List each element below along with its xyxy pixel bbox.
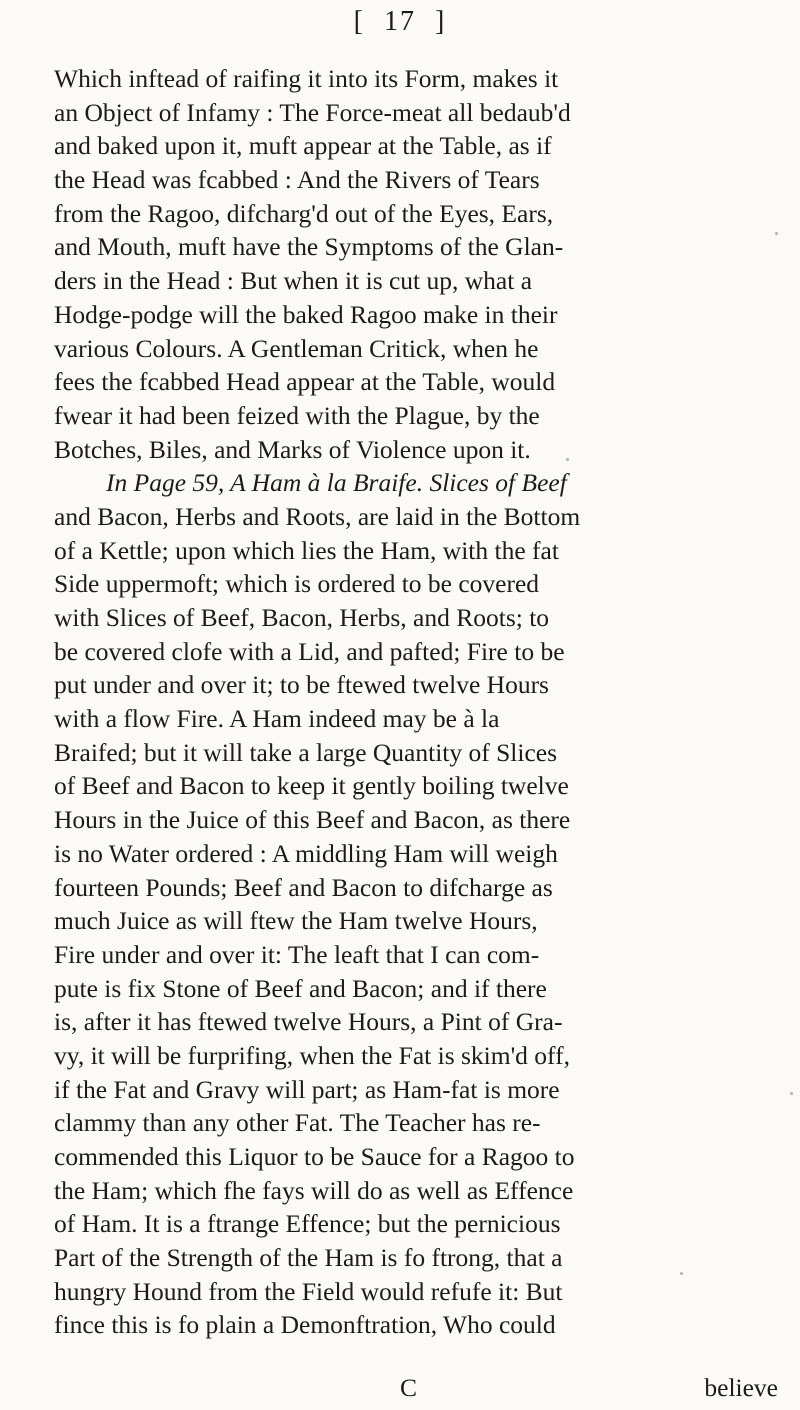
header-bracket-close: ] xyxy=(435,6,447,37)
paper-speck xyxy=(680,1272,683,1275)
page-footer xyxy=(0,1373,800,1403)
text-line: Side uppermoft; which is ordered to be covered xyxy=(54,569,540,599)
text-line: ders in the Head : But when it is cut up, what a xyxy=(54,266,533,296)
text-line: of Ham. It is a ftrange Effence; but the pernicious xyxy=(54,1209,561,1239)
text-line: Hodge-podge will the baked Ragoo make in their xyxy=(54,299,558,329)
text-line: fwear it had been feized with the Plague, by the xyxy=(54,400,540,430)
text-line: with a flow Fire. A Ham indeed may be à la xyxy=(54,704,500,734)
signature-mark: C xyxy=(400,1373,418,1402)
text-line: pute is fix Stone of Beef and Bacon; and if there xyxy=(54,973,547,1003)
text-line: of Beef and Bacon to keep it gently boiling twelve xyxy=(54,771,569,801)
paper-speck xyxy=(790,1092,793,1095)
text-line: Botches, Biles, and Marks of Violence upon it. xyxy=(54,434,531,464)
text-line: with Slices of Beef, Bacon, Herbs, and Roots; to xyxy=(54,603,550,632)
text-line: is, after it has ftewed twelve Hours, a Pint of Gra- xyxy=(54,1007,563,1037)
text-line: the Ham; which fhe fays will do as well as Effence xyxy=(54,1175,574,1205)
text-line: the Head was fcabbed : And the Rivers of Tears xyxy=(54,165,540,195)
text-line: and Mouth, muft have the Symptoms of the Glan- xyxy=(54,232,564,262)
text-line: hungry Hound from the Field would refufe it: But xyxy=(54,1276,563,1306)
text-line: be covered clofe with a Lid, and pafted; Fire to be xyxy=(54,636,565,666)
body-text xyxy=(54,62,784,1342)
text-line: Which inftead of raifing it into its Form, makes it xyxy=(54,64,559,93)
page-header xyxy=(0,6,800,38)
text-line: Fire under and over it: The leaft that I can com- xyxy=(54,939,540,969)
text-line: fince this is fo plain a Demonftration, Who could xyxy=(54,1310,556,1340)
text-line: much Juice as will ftew the Ham twelve Hours, xyxy=(54,906,538,936)
text-line: fourteen Pounds; Beef and Bacon to difcharge as xyxy=(54,872,553,902)
text-line: from the Ragoo, difcharg'd out of the Eyes, Ears, xyxy=(54,198,554,228)
text-line: Part of the Strength of the Ham is fo ftrong, that a xyxy=(54,1243,563,1273)
text-line: vy, it will be furprifing, when the Fat is skim'd off, xyxy=(54,1040,570,1070)
text-line: put under and over it; to be ftewed twelve Hours xyxy=(54,670,549,700)
text-line: Braifed; but it will take a large Quantity of Slices xyxy=(54,737,558,767)
page-number: 17 xyxy=(384,6,416,37)
text-line: various Colours. A Gentleman Critick, when he xyxy=(54,333,539,363)
text-line: clammy than any other Fat. The Teacher has re- xyxy=(54,1108,541,1138)
text-line-recipe-heading: In Page 59, A Ham à la Braife. Slices of Beef xyxy=(106,468,567,498)
header-bracket-open: [ xyxy=(353,6,365,37)
text-line: of a Kettle; upon which lies the Ham, with the fat xyxy=(54,535,559,565)
text-line: fees the fcabbed Head appear at the Table, would xyxy=(54,367,556,397)
text-line: commended this Liquor to be Sauce for a Ragoo to xyxy=(54,1142,575,1171)
text-line: if the Fat and Gravy will part; as Ham-fat is more xyxy=(54,1074,560,1104)
text-line: is no Water ordered : A middling Ham will weigh xyxy=(54,838,558,868)
paper-speck xyxy=(566,458,569,461)
catchword: believe xyxy=(704,1373,778,1402)
text-line: and Bacon, Herbs and Roots, are laid in the Bottom xyxy=(54,501,581,531)
text-line: and baked upon it, muft appear at the Table, as if xyxy=(54,131,552,161)
text-line: an Object of Infamy : The Force-meat all bedaub'd xyxy=(54,97,571,127)
paper-speck xyxy=(775,232,778,235)
text-line: Hours in the Juice of this Beef and Bacon, as there xyxy=(54,805,571,835)
